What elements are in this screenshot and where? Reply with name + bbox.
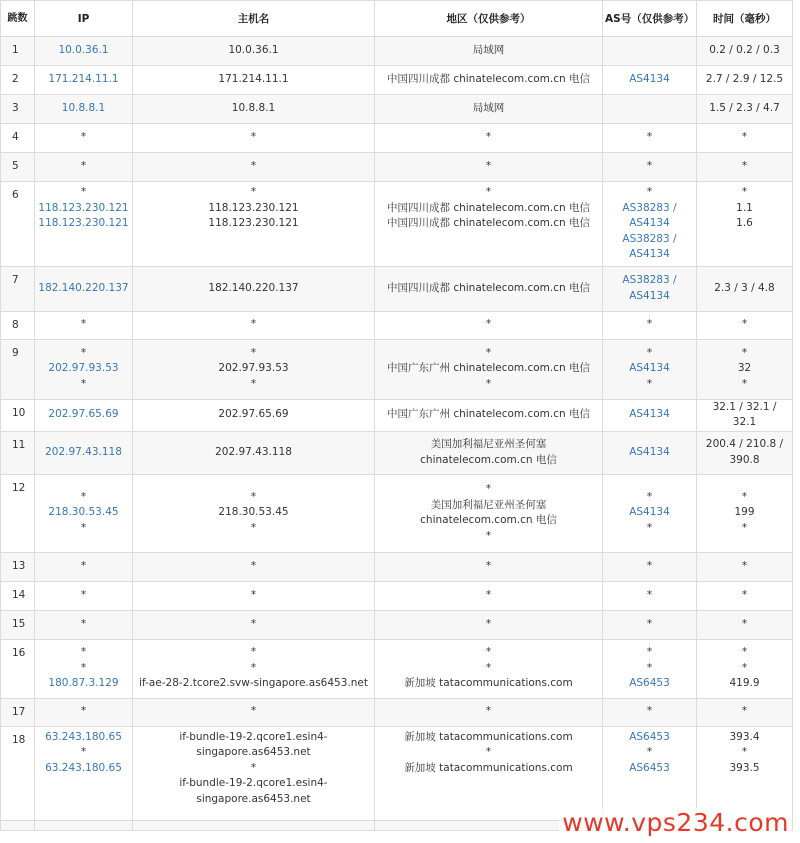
as-link[interactable]: AS4134 bbox=[629, 217, 670, 229]
ip-cell bbox=[35, 820, 133, 830]
hostname-cell bbox=[133, 311, 375, 339]
hostname-cell bbox=[133, 581, 375, 610]
column-header-ip: IP bbox=[35, 1, 133, 37]
cell-line: 118.123.230.121 bbox=[208, 201, 299, 214]
cell-line: * bbox=[485, 377, 492, 390]
region-cell bbox=[375, 182, 603, 267]
time-cell bbox=[697, 153, 793, 182]
cell-line: 2.3 / 3 / 4.8 bbox=[714, 281, 775, 294]
as-cell bbox=[603, 399, 697, 431]
as-link[interactable]: AS4134 bbox=[629, 362, 670, 375]
cell-line: 32 bbox=[737, 362, 752, 375]
cell-line: * bbox=[250, 617, 257, 630]
cell-line: * bbox=[646, 131, 653, 144]
region-cell bbox=[375, 339, 603, 399]
cell-line: * bbox=[646, 661, 653, 674]
time-cell bbox=[697, 37, 793, 66]
cell-line: * bbox=[80, 186, 87, 198]
cell-line: 171.214.11.1 bbox=[218, 73, 289, 86]
cell-line: * bbox=[250, 490, 257, 503]
region-cell bbox=[375, 95, 603, 124]
time-cell bbox=[697, 610, 793, 639]
cell-line: * bbox=[250, 661, 257, 674]
cell-line: 新加坡 tatacommunications.com bbox=[404, 677, 573, 690]
region-cell bbox=[375, 581, 603, 610]
as-link[interactable]: AS38283 / bbox=[622, 201, 677, 214]
cell-line: 中国四川成都 chinatelecom.com.cn 电信 bbox=[386, 73, 591, 86]
cell-line: * bbox=[485, 318, 492, 331]
as-cell bbox=[603, 95, 697, 124]
cell-line: if-bundle-19-2.qcore1.esin4- bbox=[179, 777, 328, 789]
as-cell bbox=[603, 182, 697, 267]
hop-cell bbox=[1, 820, 35, 830]
hop-cell: 7 bbox=[1, 266, 35, 311]
cell-line: * bbox=[485, 588, 492, 601]
cell-line: * bbox=[250, 131, 257, 144]
cell-line: 202.97.43.118 bbox=[215, 445, 292, 458]
as-cell bbox=[603, 639, 697, 698]
region-cell bbox=[375, 37, 603, 66]
table-row bbox=[1, 639, 793, 698]
cell-line: * bbox=[741, 588, 748, 601]
cell-line: 419.9 bbox=[729, 677, 760, 690]
hop-cell: 8 bbox=[1, 311, 35, 339]
cell-line: * bbox=[741, 377, 748, 390]
hostname-cell bbox=[133, 726, 375, 820]
time-cell bbox=[697, 311, 793, 339]
hostname-cell bbox=[133, 474, 375, 552]
as-cell bbox=[603, 66, 697, 95]
region-cell bbox=[375, 66, 603, 95]
cell-line: * bbox=[485, 483, 492, 495]
ip-cell bbox=[35, 339, 133, 399]
as-cell bbox=[603, 37, 697, 66]
cell-line: 202.97.93.53 bbox=[218, 362, 289, 375]
cell-line: * bbox=[741, 318, 748, 331]
cell-line: * bbox=[741, 746, 748, 758]
cell-line: 390.8 bbox=[729, 453, 760, 466]
table-header-row bbox=[1, 1, 793, 37]
column-header-as: AS号（仅供参考） bbox=[603, 1, 697, 37]
hostname-cell bbox=[133, 66, 375, 95]
cell-line: 新加坡 tatacommunications.com bbox=[404, 761, 573, 774]
ip-link[interactable]: 218.30.53.45 bbox=[48, 506, 119, 519]
region-cell bbox=[375, 639, 603, 698]
time-cell bbox=[697, 124, 793, 153]
cell-line: 中国四川成都 chinatelecom.com.cn 电信 bbox=[386, 217, 591, 229]
cell-line: * bbox=[485, 131, 492, 144]
table-row bbox=[1, 66, 793, 95]
as-link[interactable]: AS6453 bbox=[629, 761, 670, 774]
ip-cell bbox=[35, 610, 133, 639]
cell-line: * bbox=[485, 160, 492, 173]
region-cell bbox=[375, 610, 603, 639]
cell-line: * bbox=[646, 588, 653, 601]
as-cell bbox=[603, 266, 697, 311]
table-row bbox=[1, 182, 793, 267]
time-cell bbox=[697, 474, 793, 552]
region-cell bbox=[375, 552, 603, 581]
column-header-hostname: 主机名 bbox=[133, 1, 375, 37]
cell-line: * bbox=[485, 705, 492, 718]
hostname-cell bbox=[133, 95, 375, 124]
table-row bbox=[1, 37, 793, 66]
cell-line: * bbox=[485, 661, 492, 674]
cell-line: * bbox=[741, 646, 748, 659]
cell-line: * bbox=[646, 490, 653, 503]
cell-line: * bbox=[250, 761, 257, 774]
cell-line: chinatelecom.com.cn 电信 bbox=[420, 453, 557, 466]
cell-line: * bbox=[646, 318, 653, 331]
cell-line: * bbox=[646, 377, 653, 390]
hostname-cell bbox=[133, 431, 375, 474]
cell-line: * bbox=[80, 490, 87, 503]
ip-cell bbox=[35, 66, 133, 95]
table-row bbox=[1, 581, 793, 610]
hostname-cell bbox=[133, 153, 375, 182]
cell-line: * bbox=[646, 746, 653, 758]
hop-cell: 6 bbox=[1, 182, 35, 267]
column-header-time: 时间（毫秒） bbox=[697, 1, 793, 37]
hostname-cell bbox=[133, 698, 375, 726]
as-link[interactable]: AS4134 bbox=[629, 408, 670, 421]
cell-line: * bbox=[741, 705, 748, 718]
as-link[interactable]: AS4134 bbox=[629, 506, 670, 519]
hop-cell: 1 bbox=[1, 37, 35, 66]
as-link[interactable]: AS4134 bbox=[629, 289, 670, 302]
cell-line: 1.6 bbox=[736, 217, 753, 229]
region-cell bbox=[375, 474, 603, 552]
cell-line: * bbox=[646, 559, 653, 572]
hostname-cell bbox=[133, 639, 375, 698]
as-cell bbox=[603, 698, 697, 726]
as-link[interactable]: AS4134 bbox=[629, 445, 670, 458]
time-cell bbox=[697, 266, 793, 311]
cell-line: * bbox=[741, 346, 748, 359]
ip-cell bbox=[35, 124, 133, 153]
ip-cell bbox=[35, 474, 133, 552]
time-cell bbox=[697, 639, 793, 698]
as-link[interactable]: AS6453 bbox=[629, 730, 670, 743]
as-cell bbox=[603, 153, 697, 182]
ip-link[interactable]: 202.97.43.118 bbox=[45, 445, 122, 458]
cell-line: 1.1 bbox=[736, 201, 753, 214]
cell-line: * bbox=[741, 559, 748, 572]
table-row bbox=[1, 726, 793, 820]
cell-line: * bbox=[485, 346, 492, 359]
ip-link[interactable]: 118.123.230.121 bbox=[38, 217, 129, 229]
ip-cell bbox=[35, 431, 133, 474]
region-cell bbox=[375, 311, 603, 339]
cell-line: * bbox=[80, 646, 87, 659]
hostname-cell bbox=[133, 339, 375, 399]
hop-cell: 3 bbox=[1, 95, 35, 124]
as-link[interactable]: AS4134 bbox=[629, 73, 670, 86]
region-cell bbox=[375, 124, 603, 153]
table-row bbox=[1, 339, 793, 399]
cell-line: * bbox=[485, 529, 492, 542]
as-cell bbox=[603, 552, 697, 581]
time-cell bbox=[697, 698, 793, 726]
cell-line: 局域网 bbox=[472, 44, 505, 57]
column-header-hop: 跳数 bbox=[1, 1, 35, 37]
hop-cell: 5 bbox=[1, 153, 35, 182]
hop-cell: 4 bbox=[1, 124, 35, 153]
region-cell bbox=[375, 698, 603, 726]
cell-line: 393.4 bbox=[729, 730, 760, 743]
table-row bbox=[1, 153, 793, 182]
ip-link[interactable]: 63.243.180.65 bbox=[45, 761, 122, 774]
cell-line: 393.5 bbox=[729, 761, 760, 774]
cell-line: 32.1 bbox=[732, 416, 757, 428]
cell-line: 1.5 / 2.3 / 4.7 bbox=[709, 102, 780, 115]
ip-cell bbox=[35, 266, 133, 311]
as-cell bbox=[603, 431, 697, 474]
cell-line: * bbox=[250, 346, 257, 359]
hostname-cell bbox=[133, 266, 375, 311]
hop-cell: 13 bbox=[1, 552, 35, 581]
cell-line: * bbox=[80, 131, 87, 144]
hop-cell: 11 bbox=[1, 431, 35, 474]
as-cell bbox=[603, 726, 697, 820]
cell-line: * bbox=[741, 160, 748, 173]
cell-line: * bbox=[646, 186, 653, 198]
ip-link[interactable]: 63.243.180.65 bbox=[45, 730, 122, 743]
cell-line: * bbox=[485, 186, 492, 198]
ip-cell bbox=[35, 726, 133, 820]
cell-line: * bbox=[646, 705, 653, 718]
table-row bbox=[1, 266, 793, 311]
time-cell bbox=[697, 399, 793, 431]
time-cell bbox=[697, 726, 793, 820]
cell-line: 美国加利福尼亚州圣何塞 bbox=[430, 498, 547, 511]
cell-line: * bbox=[741, 490, 748, 503]
table-row bbox=[1, 124, 793, 153]
ip-cell bbox=[35, 311, 133, 339]
ip-cell bbox=[35, 153, 133, 182]
cell-line: * bbox=[485, 646, 492, 659]
time-cell bbox=[697, 581, 793, 610]
cell-line: 中国广东广州 chinatelecom.com.cn 电信 bbox=[386, 408, 591, 421]
as-link[interactable]: AS6453 bbox=[629, 677, 670, 690]
as-cell bbox=[603, 474, 697, 552]
cell-line: 中国四川成都 chinatelecom.com.cn 电信 bbox=[386, 281, 591, 294]
cell-line: singapore.as6453.net bbox=[196, 746, 311, 758]
cell-line: 2.7 / 2.9 / 12.5 bbox=[705, 73, 784, 86]
cell-line: * bbox=[250, 588, 257, 601]
ip-cell bbox=[35, 581, 133, 610]
table-row bbox=[1, 552, 793, 581]
column-header-region: 地区（仅供参考） bbox=[375, 1, 603, 37]
cell-line: * bbox=[646, 160, 653, 173]
cell-line: * bbox=[80, 617, 87, 630]
hostname-cell bbox=[133, 182, 375, 267]
cell-line: 10.0.36.1 bbox=[228, 44, 279, 57]
cell-line: 局域网 bbox=[472, 102, 505, 115]
cell-line: 202.97.65.69 bbox=[218, 408, 289, 421]
cell-line: 美国加利福尼亚州圣何塞 bbox=[430, 438, 547, 450]
time-cell bbox=[697, 95, 793, 124]
cell-line: * bbox=[485, 559, 492, 572]
hop-cell: 9 bbox=[1, 339, 35, 399]
cell-line: * bbox=[741, 131, 748, 144]
hop-cell: 10 bbox=[1, 399, 35, 431]
time-cell bbox=[697, 182, 793, 267]
as-cell bbox=[603, 124, 697, 153]
cell-line: * bbox=[646, 646, 653, 659]
cell-line: * bbox=[80, 705, 87, 718]
ip-cell bbox=[35, 399, 133, 431]
time-cell bbox=[697, 552, 793, 581]
cell-line: * bbox=[741, 661, 748, 674]
cell-line: * bbox=[250, 186, 257, 198]
table-body bbox=[1, 37, 793, 831]
hop-cell: 2 bbox=[1, 66, 35, 95]
cell-line: * bbox=[80, 377, 87, 390]
ip-link[interactable]: 10.8.8.1 bbox=[61, 102, 106, 115]
cell-line: 200.4 / 210.8 / bbox=[705, 438, 784, 450]
cell-line: * bbox=[741, 617, 748, 630]
cell-line: * bbox=[80, 559, 87, 572]
cell-line: if-ae-28-2.tcore2.svw-singapore.as6453.net bbox=[139, 677, 368, 690]
cell-line: * bbox=[646, 617, 653, 630]
as-cell bbox=[603, 339, 697, 399]
cell-line: * bbox=[250, 559, 257, 572]
cell-line: 10.8.8.1 bbox=[231, 102, 276, 115]
cell-line: * bbox=[485, 617, 492, 630]
cell-line: * bbox=[80, 318, 87, 331]
cell-line: 182.140.220.137 bbox=[208, 281, 299, 294]
cell-line: * bbox=[646, 521, 653, 534]
cell-line: * bbox=[741, 521, 748, 534]
as-cell bbox=[603, 610, 697, 639]
region-cell bbox=[375, 399, 603, 431]
cell-line: * bbox=[741, 186, 748, 198]
as-link[interactable]: AS38283 / bbox=[622, 274, 677, 286]
hop-cell: 15 bbox=[1, 610, 35, 639]
cell-line: * bbox=[250, 160, 257, 173]
cell-line: * bbox=[250, 318, 257, 331]
cell-line: * bbox=[80, 588, 87, 601]
as-link[interactable]: AS38283 / bbox=[622, 232, 677, 245]
hostname-cell bbox=[133, 552, 375, 581]
cell-line: 新加坡 tatacommunications.com bbox=[404, 730, 573, 743]
ip-link[interactable]: 202.97.93.53 bbox=[48, 362, 119, 375]
cell-line: * bbox=[80, 746, 87, 758]
hostname-cell bbox=[133, 124, 375, 153]
table-row bbox=[1, 698, 793, 726]
ip-cell bbox=[35, 37, 133, 66]
ip-cell bbox=[35, 698, 133, 726]
ip-cell bbox=[35, 552, 133, 581]
as-cell bbox=[603, 581, 697, 610]
table-row bbox=[1, 474, 793, 552]
table-row bbox=[1, 95, 793, 124]
table-row bbox=[1, 311, 793, 339]
cell-line: * bbox=[80, 521, 87, 534]
table-row bbox=[1, 610, 793, 639]
as-cell bbox=[603, 311, 697, 339]
region-cell bbox=[375, 153, 603, 182]
cell-line: 118.123.230.121 bbox=[208, 217, 299, 229]
hostname-cell bbox=[133, 610, 375, 639]
table-row bbox=[1, 399, 793, 431]
cell-line: * bbox=[646, 346, 653, 359]
hostname-cell bbox=[133, 37, 375, 66]
hostname-cell bbox=[133, 399, 375, 431]
as-link[interactable]: AS4134 bbox=[629, 248, 670, 260]
ip-link[interactable]: 202.97.65.69 bbox=[48, 408, 119, 421]
cell-line: * bbox=[250, 521, 257, 534]
cell-line: 中国广东广州 chinatelecom.com.cn 电信 bbox=[386, 362, 591, 375]
ip-cell bbox=[35, 95, 133, 124]
ip-cell bbox=[35, 639, 133, 698]
cell-line: 32.1 / 32.1 / bbox=[712, 400, 777, 413]
cell-line: if-bundle-19-2.qcore1.esin4- bbox=[179, 730, 328, 743]
cell-line: 0.2 / 0.2 / 0.3 bbox=[709, 44, 780, 57]
time-cell bbox=[697, 339, 793, 399]
ip-link[interactable]: 182.140.220.137 bbox=[38, 281, 129, 294]
hop-cell: 16 bbox=[1, 639, 35, 698]
time-cell bbox=[697, 431, 793, 474]
ip-cell bbox=[35, 182, 133, 267]
watermark: www.vps234.com bbox=[559, 808, 792, 837]
ip-link[interactable]: 10.0.36.1 bbox=[58, 44, 109, 57]
table-row bbox=[1, 431, 793, 474]
ip-link[interactable]: 180.87.3.129 bbox=[48, 677, 119, 690]
hop-cell: 14 bbox=[1, 581, 35, 610]
cell-line: 218.30.53.45 bbox=[218, 506, 289, 519]
region-cell bbox=[375, 431, 603, 474]
cell-line: 199 bbox=[734, 506, 755, 519]
cell-line: * bbox=[80, 346, 87, 359]
cell-line: * bbox=[250, 646, 257, 659]
cell-line: * bbox=[250, 377, 257, 390]
cell-line: chinatelecom.com.cn 电信 bbox=[420, 514, 557, 526]
ip-link[interactable]: 171.214.11.1 bbox=[48, 73, 119, 86]
region-cell bbox=[375, 266, 603, 311]
ip-link[interactable]: 118.123.230.121 bbox=[38, 201, 129, 214]
cell-line: * bbox=[485, 746, 492, 758]
hop-cell: 12 bbox=[1, 474, 35, 552]
time-cell bbox=[697, 66, 793, 95]
region-cell bbox=[375, 726, 603, 820]
cell-line: * bbox=[80, 160, 87, 173]
hop-cell: 17 bbox=[1, 698, 35, 726]
cell-line: * bbox=[80, 661, 87, 674]
cell-line: singapore.as6453.net bbox=[196, 792, 311, 805]
hostname-cell bbox=[133, 820, 375, 830]
cell-line: * bbox=[250, 705, 257, 718]
hop-cell: 18 bbox=[1, 726, 35, 820]
cell-line: 中国四川成都 chinatelecom.com.cn 电信 bbox=[386, 201, 591, 214]
